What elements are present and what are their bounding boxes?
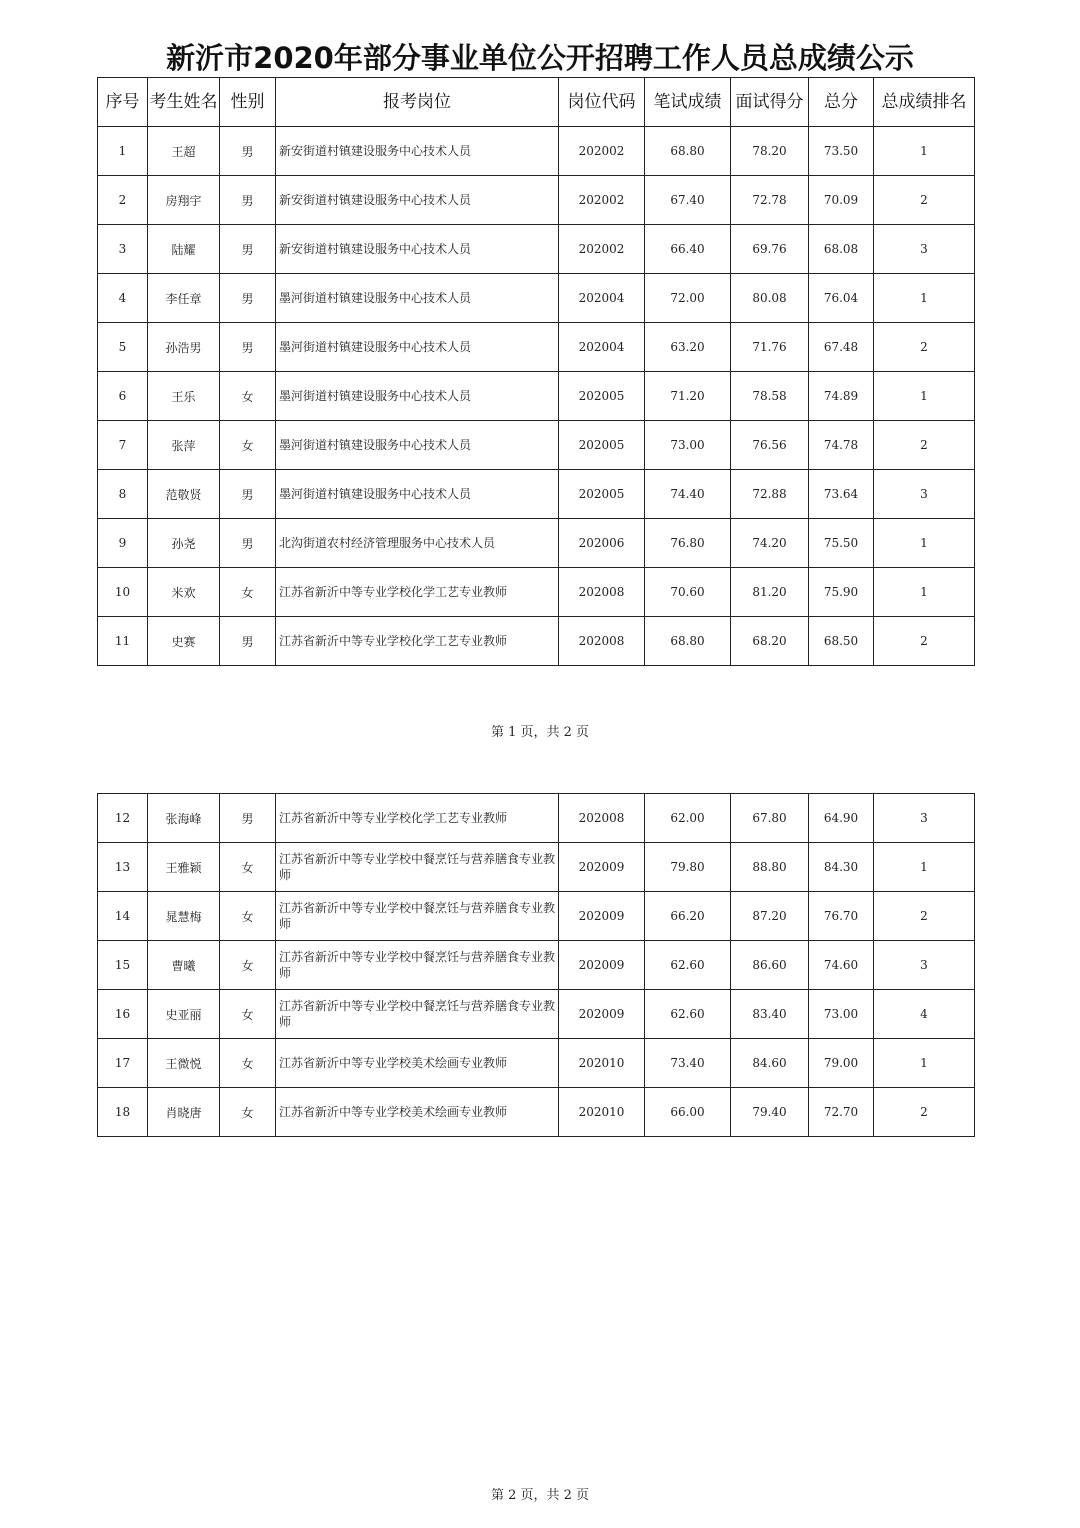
cell-position: 新安街道村镇建设服务中心技术人员: [276, 176, 559, 225]
cell-interview-score: 72.78: [731, 176, 809, 225]
results-table-page-1: [97, 77, 975, 666]
cell-position-code: 202008: [559, 794, 645, 843]
cell-index: 6: [98, 372, 148, 421]
cell-interview-score: 78.20: [731, 127, 809, 176]
cell-interview-score: 68.20: [731, 617, 809, 666]
cell-rank: 1: [874, 519, 975, 568]
cell-total-score: 72.70: [809, 1088, 874, 1137]
header-interview-score: 面试得分: [731, 78, 809, 127]
table-row: [98, 470, 975, 519]
cell-position-code: 202005: [559, 470, 645, 519]
table-row: [98, 1088, 975, 1137]
cell-name: 王雅颖: [148, 843, 220, 892]
cell-position-code: 202004: [559, 323, 645, 372]
cell-rank: 1: [874, 1039, 975, 1088]
table-row: [98, 421, 975, 470]
cell-position: 江苏省新沂中等专业学校中餐烹饪与营养膳食专业教师: [276, 941, 559, 990]
header-rank: 总成绩排名: [874, 78, 975, 127]
cell-name: 王乐: [148, 372, 220, 421]
cell-position-code: 202002: [559, 176, 645, 225]
cell-total-score: 76.04: [809, 274, 874, 323]
cell-position-code: 202010: [559, 1088, 645, 1137]
cell-index: 5: [98, 323, 148, 372]
cell-position-code: 202009: [559, 843, 645, 892]
cell-gender: 女: [220, 941, 276, 990]
table-row: [98, 941, 975, 990]
cell-interview-score: 79.40: [731, 1088, 809, 1137]
cell-interview-score: 87.20: [731, 892, 809, 941]
header-name: 考生姓名: [148, 78, 220, 127]
cell-rank: 1: [874, 372, 975, 421]
cell-written-score: 73.00: [645, 421, 731, 470]
cell-position: 江苏省新沂中等专业学校美术绘画专业教师: [276, 1088, 559, 1137]
header-index: 序号: [98, 78, 148, 127]
cell-interview-score: 83.40: [731, 990, 809, 1039]
cell-position: 墨河街道村镇建设服务中心技术人员: [276, 274, 559, 323]
cell-position-code: 202002: [559, 127, 645, 176]
cell-written-score: 73.40: [645, 1039, 731, 1088]
cell-name: 张萍: [148, 421, 220, 470]
cell-interview-score: 74.20: [731, 519, 809, 568]
cell-rank: 3: [874, 794, 975, 843]
cell-name: 张海峰: [148, 794, 220, 843]
cell-gender: 男: [220, 176, 276, 225]
cell-index: 11: [98, 617, 148, 666]
cell-position-code: 202009: [559, 990, 645, 1039]
cell-total-score: 75.90: [809, 568, 874, 617]
cell-position-code: 202008: [559, 617, 645, 666]
cell-written-score: 70.60: [645, 568, 731, 617]
cell-position: 江苏省新沂中等专业学校中餐烹饪与营养膳食专业教师: [276, 843, 559, 892]
cell-index: 10: [98, 568, 148, 617]
cell-index: 3: [98, 225, 148, 274]
cell-position-code: 202006: [559, 519, 645, 568]
cell-position-code: 202004: [559, 274, 645, 323]
cell-index: 9: [98, 519, 148, 568]
cell-total-score: 64.90: [809, 794, 874, 843]
cell-rank: 3: [874, 941, 975, 990]
cell-position: 江苏省新沂中等专业学校化学工艺专业教师: [276, 794, 559, 843]
results-table-page-2: [97, 793, 975, 1137]
cell-written-score: 62.60: [645, 990, 731, 1039]
header-position-code: 岗位代码: [559, 78, 645, 127]
page-footer-1: 第 1 页，共 2 页: [490, 725, 590, 740]
cell-index: 8: [98, 470, 148, 519]
page-footer-2: 第 2 页，共 2 页: [490, 1488, 590, 1503]
cell-position-code: 202008: [559, 568, 645, 617]
cell-total-score: 74.89: [809, 372, 874, 421]
cell-position: 江苏省新沂中等专业学校化学工艺专业教师: [276, 617, 559, 666]
table-row: [98, 274, 975, 323]
cell-written-score: 76.80: [645, 519, 731, 568]
cell-name: 房翔宇: [148, 176, 220, 225]
header-written-score: 笔试成绩: [645, 78, 731, 127]
cell-interview-score: 76.56: [731, 421, 809, 470]
cell-interview-score: 69.76: [731, 225, 809, 274]
cell-gender: 女: [220, 372, 276, 421]
cell-position: 北沟街道农村经济管理服务中心技术人员: [276, 519, 559, 568]
cell-rank: 1: [874, 274, 975, 323]
cell-gender: 女: [220, 990, 276, 1039]
cell-name: 王微悦: [148, 1039, 220, 1088]
cell-name: 范敬贤: [148, 470, 220, 519]
cell-written-score: 67.40: [645, 176, 731, 225]
cell-index: 13: [98, 843, 148, 892]
cell-rank: 3: [874, 225, 975, 274]
table-row: [98, 372, 975, 421]
table-row: [98, 176, 975, 225]
table-row: [98, 1039, 975, 1088]
cell-interview-score: 84.60: [731, 1039, 809, 1088]
cell-total-score: 79.00: [809, 1039, 874, 1088]
cell-name: 陆耀: [148, 225, 220, 274]
cell-interview-score: 72.88: [731, 470, 809, 519]
cell-gender: 男: [220, 617, 276, 666]
cell-total-score: 73.00: [809, 990, 874, 1039]
header-gender: 性别: [220, 78, 276, 127]
cell-gender: 女: [220, 892, 276, 941]
header-position: 报考岗位: [276, 78, 559, 127]
cell-interview-score: 67.80: [731, 794, 809, 843]
cell-total-score: 74.60: [809, 941, 874, 990]
cell-name: 孙浩男: [148, 323, 220, 372]
cell-gender: 女: [220, 568, 276, 617]
table-row: [98, 323, 975, 372]
table-row: [98, 519, 975, 568]
cell-total-score: 68.08: [809, 225, 874, 274]
cell-position: 墨河街道村镇建设服务中心技术人员: [276, 372, 559, 421]
table-row: [98, 794, 975, 843]
cell-interview-score: 80.08: [731, 274, 809, 323]
cell-written-score: 74.40: [645, 470, 731, 519]
cell-written-score: 62.00: [645, 794, 731, 843]
cell-written-score: 62.60: [645, 941, 731, 990]
cell-index: 4: [98, 274, 148, 323]
table-row: [98, 843, 975, 892]
cell-gender: 女: [220, 1039, 276, 1088]
table-row: [98, 568, 975, 617]
cell-name: 史赛: [148, 617, 220, 666]
cell-index: 16: [98, 990, 148, 1039]
cell-index: 17: [98, 1039, 148, 1088]
table-row: [98, 617, 975, 666]
cell-index: 2: [98, 176, 148, 225]
cell-gender: 女: [220, 1088, 276, 1137]
cell-interview-score: 78.58: [731, 372, 809, 421]
cell-index: 15: [98, 941, 148, 990]
cell-rank: 2: [874, 421, 975, 470]
cell-position-code: 202002: [559, 225, 645, 274]
cell-rank: 2: [874, 176, 975, 225]
table-row: [98, 127, 975, 176]
table-row: [98, 990, 975, 1039]
table-body-page-2: [98, 794, 975, 1137]
cell-name: 曹曦: [148, 941, 220, 990]
cell-gender: 男: [220, 323, 276, 372]
cell-name: 李任章: [148, 274, 220, 323]
cell-name: 肖晓唐: [148, 1088, 220, 1137]
cell-position: 墨河街道村镇建设服务中心技术人员: [276, 421, 559, 470]
cell-position-code: 202009: [559, 941, 645, 990]
cell-name: 史亚丽: [148, 990, 220, 1039]
cell-gender: 男: [220, 470, 276, 519]
cell-position-code: 202005: [559, 372, 645, 421]
cell-rank: 2: [874, 323, 975, 372]
cell-total-score: 84.30: [809, 843, 874, 892]
cell-gender: 男: [220, 794, 276, 843]
cell-written-score: 63.20: [645, 323, 731, 372]
cell-total-score: 67.48: [809, 323, 874, 372]
cell-written-score: 71.20: [645, 372, 731, 421]
cell-total-score: 76.70: [809, 892, 874, 941]
cell-rank: 3: [874, 470, 975, 519]
cell-gender: 男: [220, 274, 276, 323]
cell-position: 墨河街道村镇建设服务中心技术人员: [276, 470, 559, 519]
cell-total-score: 68.50: [809, 617, 874, 666]
cell-position-code: 202009: [559, 892, 645, 941]
cell-written-score: 66.00: [645, 1088, 731, 1137]
page-title: 新沂市2020年部分事业单位公开招聘工作人员总成绩公示: [166, 41, 914, 75]
cell-index: 14: [98, 892, 148, 941]
cell-position-code: 202005: [559, 421, 645, 470]
cell-position-code: 202010: [559, 1039, 645, 1088]
cell-interview-score: 86.60: [731, 941, 809, 990]
cell-rank: 2: [874, 892, 975, 941]
table-body-page-1: [98, 127, 975, 666]
cell-written-score: 68.80: [645, 127, 731, 176]
cell-index: 1: [98, 127, 148, 176]
cell-interview-score: 88.80: [731, 843, 809, 892]
cell-total-score: 74.78: [809, 421, 874, 470]
cell-written-score: 66.40: [645, 225, 731, 274]
cell-position: 新安街道村镇建设服务中心技术人员: [276, 225, 559, 274]
header-total-score: 总分: [809, 78, 874, 127]
cell-gender: 男: [220, 519, 276, 568]
cell-index: 18: [98, 1088, 148, 1137]
cell-rank: 2: [874, 1088, 975, 1137]
cell-name: 晁慧梅: [148, 892, 220, 941]
cell-position: 江苏省新沂中等专业学校中餐烹饪与营养膳食专业教师: [276, 990, 559, 1039]
cell-gender: 女: [220, 843, 276, 892]
cell-gender: 女: [220, 421, 276, 470]
cell-index: 7: [98, 421, 148, 470]
cell-written-score: 68.80: [645, 617, 731, 666]
cell-gender: 男: [220, 127, 276, 176]
cell-rank: 4: [874, 990, 975, 1039]
cell-name: 王超: [148, 127, 220, 176]
cell-position: 新安街道村镇建设服务中心技术人员: [276, 127, 559, 176]
cell-written-score: 72.00: [645, 274, 731, 323]
cell-total-score: 75.50: [809, 519, 874, 568]
cell-rank: 2: [874, 617, 975, 666]
cell-position: 江苏省新沂中等专业学校中餐烹饪与营养膳食专业教师: [276, 892, 559, 941]
cell-position: 江苏省新沂中等专业学校化学工艺专业教师: [276, 568, 559, 617]
cell-written-score: 79.80: [645, 843, 731, 892]
cell-name: 孙尧: [148, 519, 220, 568]
table-header-row: [98, 78, 975, 127]
cell-position: 墨河街道村镇建设服务中心技术人员: [276, 323, 559, 372]
cell-rank: 1: [874, 843, 975, 892]
cell-interview-score: 71.76: [731, 323, 809, 372]
cell-rank: 1: [874, 127, 975, 176]
cell-written-score: 66.20: [645, 892, 731, 941]
table-row: [98, 892, 975, 941]
cell-rank: 1: [874, 568, 975, 617]
cell-index: 12: [98, 794, 148, 843]
cell-position: 江苏省新沂中等专业学校美术绘画专业教师: [276, 1039, 559, 1088]
cell-name: 米欢: [148, 568, 220, 617]
cell-gender: 男: [220, 225, 276, 274]
cell-total-score: 70.09: [809, 176, 874, 225]
table-row: [98, 225, 975, 274]
cell-total-score: 73.50: [809, 127, 874, 176]
cell-interview-score: 81.20: [731, 568, 809, 617]
cell-total-score: 73.64: [809, 470, 874, 519]
